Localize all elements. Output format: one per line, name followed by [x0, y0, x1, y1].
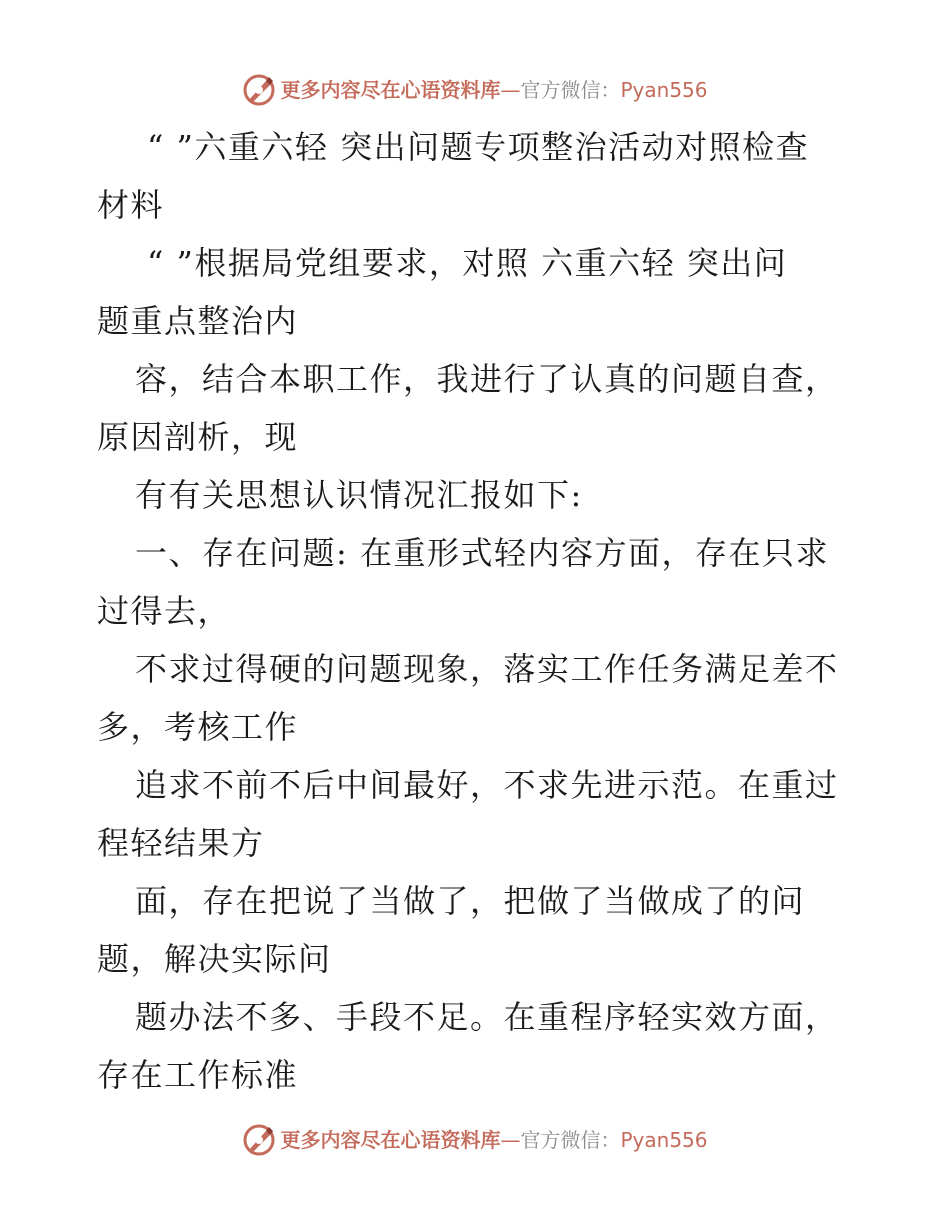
- banner-wechat-label: 官方微信：: [520, 1128, 621, 1152]
- paragraph-line: “ ”根据局党组要求，对照 六重六轻 突出问: [147, 244, 788, 282]
- banner-wechat-id: Pyan556: [620, 1128, 708, 1152]
- pen-in-circle-icon: [242, 1123, 276, 1157]
- document-body: [97, 118, 857, 1104]
- document-title-line-1: “ ”六重六轻 突出问题专项整治活动对照检查: [147, 128, 810, 166]
- header-banner: [0, 70, 950, 110]
- banner-wechat-label: 官方微信：: [520, 78, 621, 102]
- banner-wechat-id: Pyan556: [620, 78, 708, 102]
- paragraph-line: 一、存在问题: 在重形式轻内容方面，存在只求: [135, 534, 829, 572]
- paragraph-line: 程轻结果方: [97, 824, 265, 862]
- banner-site-name: 更多内容尽在心语资料库: [280, 78, 501, 102]
- banner-content: [242, 1123, 707, 1157]
- banner-site-name: 更多内容尽在心语资料库: [280, 1128, 501, 1152]
- banner-dash: —: [500, 1128, 521, 1152]
- banner-content: [242, 73, 707, 107]
- paragraph-line: 追求不前不后中间最好，不求先进示范。在重过: [135, 766, 839, 804]
- paragraph-line: 原因剖析，现: [97, 418, 299, 456]
- document-title-line-2: 材料: [97, 186, 165, 224]
- paragraph-line: 过得去，: [97, 592, 232, 630]
- paragraph-line: 有有关思想认识情况汇报如下:: [135, 476, 583, 514]
- paragraph-line: 容，结合本职工作，我进行了认真的问题自查，: [135, 360, 839, 398]
- pen-in-circle-icon: [242, 73, 276, 107]
- banner-dash: —: [500, 78, 521, 102]
- footer-banner: [0, 1120, 950, 1160]
- paragraph-line: 题办法不多、手段不足。在重程序轻实效方面，: [135, 998, 839, 1036]
- paragraph-line: 题，解决实际问: [97, 940, 332, 978]
- paragraph-line: 多，考核工作: [97, 708, 299, 746]
- paragraph-line: 存在工作标准: [97, 1056, 299, 1094]
- paragraph-line: 面，存在把说了当做了，把做了当做成了的问: [135, 882, 806, 920]
- paragraph-line: 题重点整治内: [97, 302, 299, 340]
- paragraph-line: 不求过得硬的问题现象，落实工作任务满足差不: [135, 650, 839, 688]
